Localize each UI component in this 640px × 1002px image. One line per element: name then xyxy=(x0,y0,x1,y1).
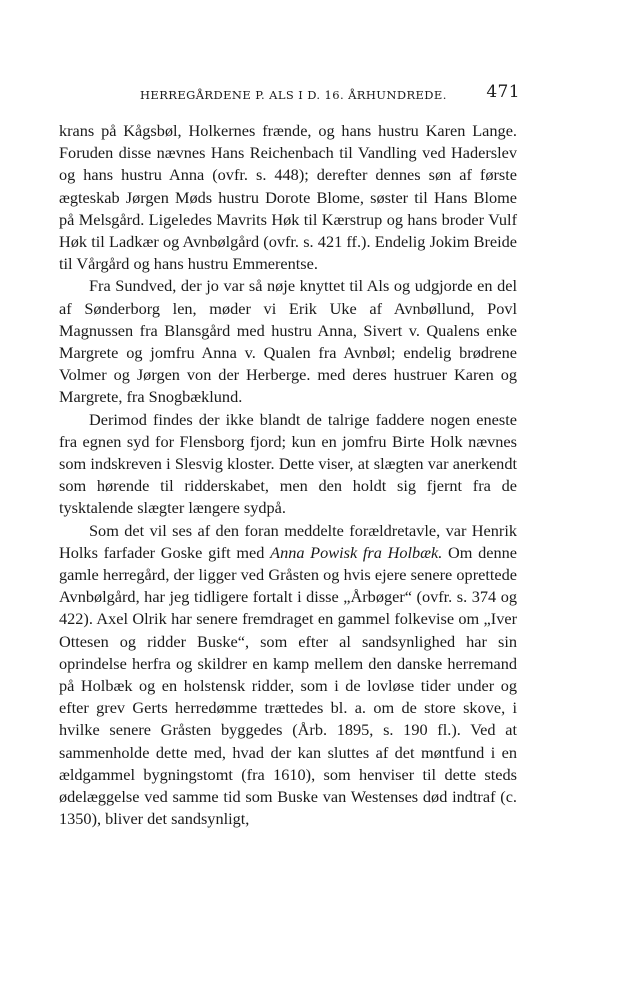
paragraph-4-start: Som det vil ses af den foran meddelte forældretavle, var Henrik Holks farfader Goske gift med xyxy=(59,520,517,562)
paragraph-4-italic: Anna Powisk fra Holbæk. xyxy=(270,542,443,562)
paragraph-1: krans på Kågsbøl, Holkernes frænde, og hans hustru Karen Lange. Foruden disse nævnes Hans Reichenbach til Vandling ved Haderslev og hans hustru Anna (ovfr. s. 448); derefter dennes søn af første ægteskab Jørgen Møds hustru Dorote Blome, søster til Hans Blome på Melsgård. Ligeledes Mavrits Høk til Kærstrup og hans broder Vulf Høk til Ladkær og Avnbølgård (ovfr. s. 421 ff.). Endelig Jokim Breide til Vårgård og hans hustru Emmerentse. xyxy=(59,121,517,274)
paragraph-3: Derimod findes der ikke blandt de talrige faddere nogen eneste fra egnen syd for Flensborg fjord; kun en jomfru Birte Holk nævnes som indskreven i Slesvig kloster. Dette viser, at slægten var anerkendt som hørende til ridderskabet, men den holdt sig fjernt fra de tysktalende slægter længere sydpå. xyxy=(59,409,517,518)
paragraph-2: Fra Sundved, der jo var så nøje knyttet til Als og udgjorde en del af Sønderborg len, møder vi Erik Uke af Avnbøllund, Povl Magnussen fra Blansgård med hustru Anna, Sivert v. Qualens enke Margrete og jomfru Anna v. Qualen fra Avnbøl; endelig brødrene Volmer og Jørgen von der Herberge. med deres hustruer Karen og Margrete, fra Snogbæklund. xyxy=(59,276,517,407)
paragraph-4 xyxy=(59,520,517,831)
paragraph-4-rest: Om denne gamle herregård, der ligger ved Gråsten og hvis ejere senere oprettede Avnbølgård, har jeg tidligere fortalt i disse „Årbøger“ (ovfr. s. 374 og 422). Axel Olrik har senere fremdraget en gammel folkevise om „Iver Ottesen og ridder Buske“, som efter al sandsynlighed har sin oprindelse herfra og skildrer en kamp mellem den danske herremand på Holbæk og en holstensk ridder, som i de lovløse tider under og efter grev Gerts herredømme trættedes bl. a. om de store skove, i hvilke senere Gråsten byggedes (Årb. 1895, s. 190 fl.). Ved at sammenholde dette med, hvad der kan sluttes af det møntfund i en ældgammel bygningstomt (fra 1610), som henviser til dette steds ødelæggelse ved samme tid som Buske van Westenses død indtraf (c. 1350), bliver det sandsynligt, xyxy=(59,542,518,829)
page-number: 471 xyxy=(486,82,520,102)
body-text xyxy=(59,120,517,831)
running-title: HERREGÅRDENE P. ALS I D. 16. ÅRHUNDREDE. xyxy=(140,88,447,102)
